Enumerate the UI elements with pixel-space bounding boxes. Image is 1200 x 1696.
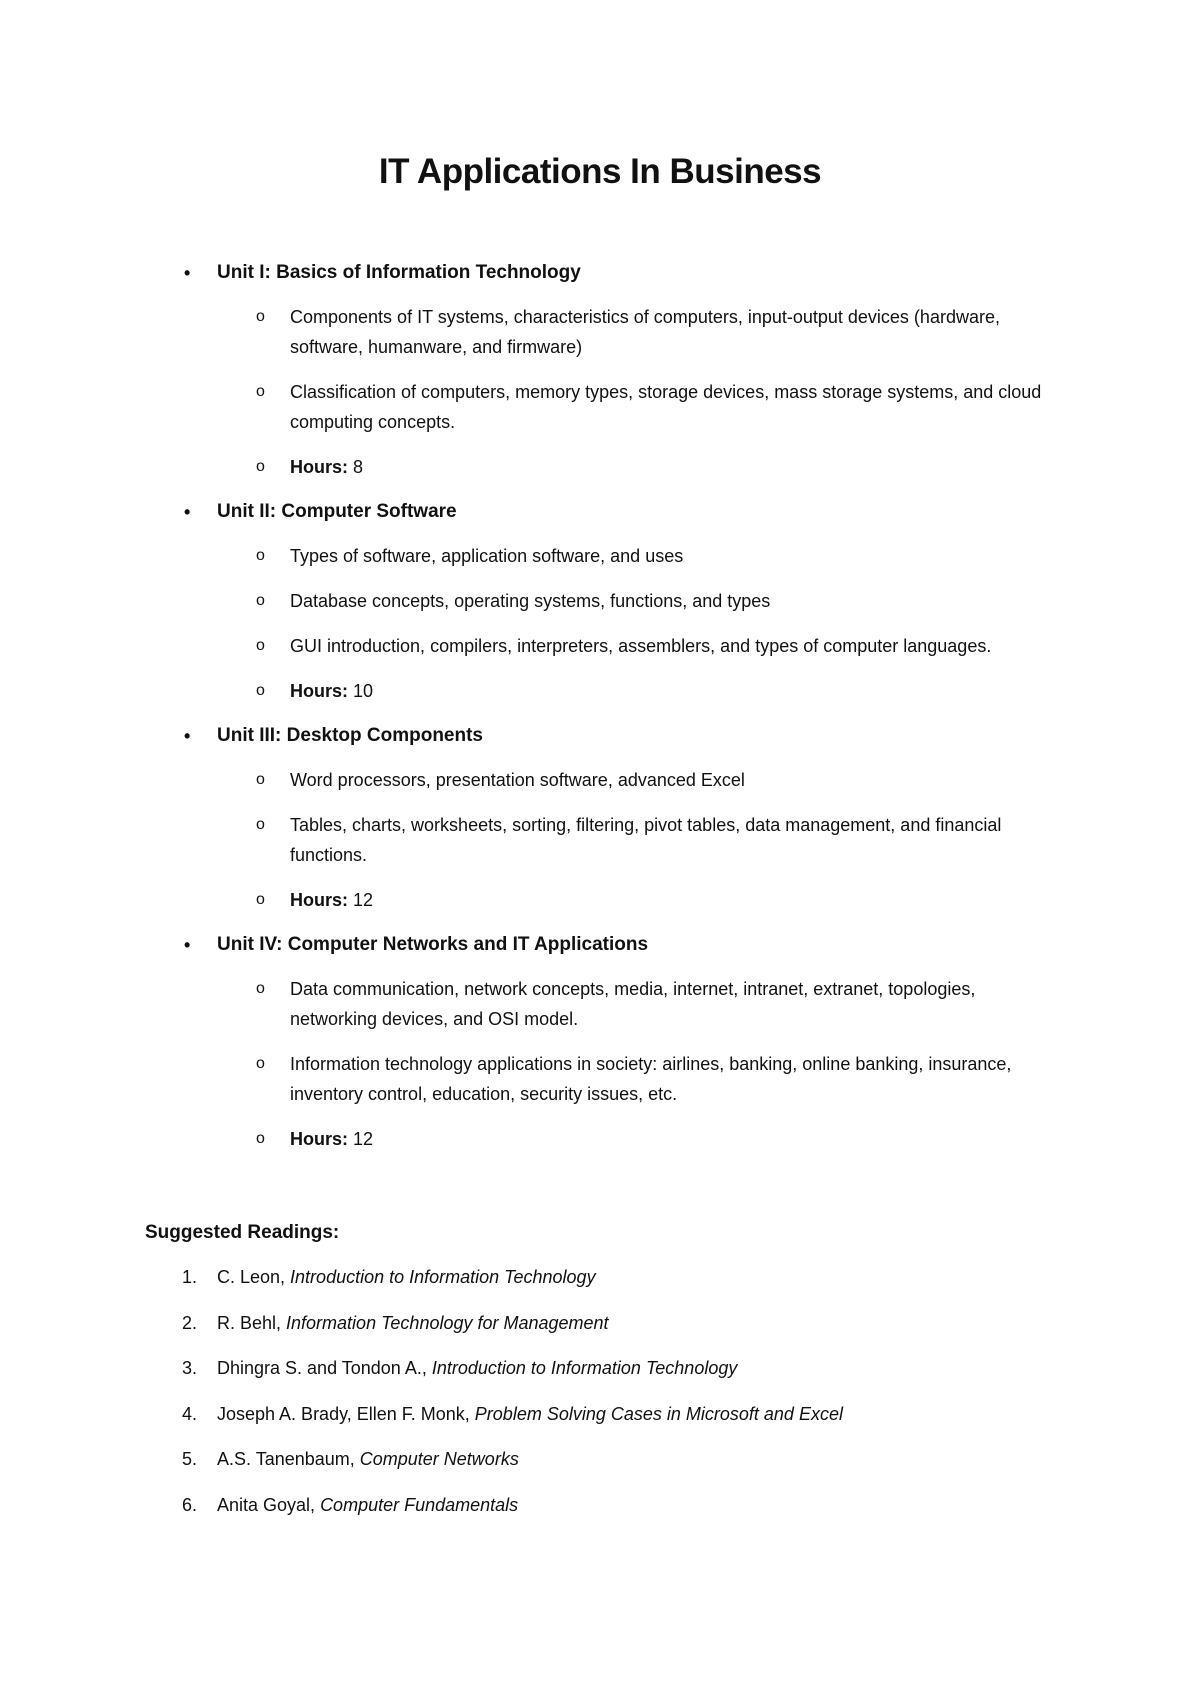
- sub-bullet-icon: o: [256, 383, 265, 400]
- readings-heading: Suggested Readings:: [145, 1222, 340, 1243]
- reading-item: [0, 1490, 1200, 1520]
- reading-number: 5.: [182, 1449, 198, 1469]
- unit-section: [0, 930, 1200, 1154]
- unit-topic-text: Information technology applications in society: airlines, banking, online banking, insurance, inventory control, education, security issues, etc.: [290, 1054, 1012, 1104]
- unit-topic: [0, 586, 1200, 616]
- unit-hours: [0, 676, 1200, 706]
- unit-heading: [0, 930, 1200, 960]
- sub-bullet-icon: o: [256, 308, 265, 325]
- unit-topic: [0, 302, 1200, 362]
- reading-author: Anita Goyal,: [217, 1494, 321, 1515]
- unit-topic: [0, 377, 1200, 437]
- reading-author: C. Leon,: [217, 1267, 291, 1287]
- unit-topic: [0, 1049, 1200, 1109]
- sub-bullet-icon: o: [256, 682, 265, 699]
- unit-topic-text: Components of IT systems, characteristics of computers, input-output devices (hardware, software, humanware, and firmware): [290, 307, 1000, 357]
- unit-section: [0, 258, 1200, 482]
- bullet-icon: •: [184, 502, 191, 522]
- reading-work-title: Computer Fundamentals: [320, 1494, 519, 1515]
- unit-heading: [0, 721, 1200, 751]
- sub-bullet-icon: o: [256, 458, 265, 475]
- reading-number: 2.: [182, 1312, 198, 1333]
- hours-value: 12: [353, 1129, 374, 1149]
- sub-bullet-icon: o: [256, 592, 265, 609]
- reading-number: 3.: [182, 1358, 198, 1378]
- unit-topic-text: Classification of computers, memory types, storage devices, mass storage systems, and cloud computing concepts.: [290, 382, 1042, 432]
- unit-section: [0, 497, 1200, 706]
- reading-item: [0, 1262, 1200, 1292]
- unit-topic: [0, 541, 1200, 571]
- hours-label: Hours:: [290, 890, 353, 910]
- unit-heading-text: Unit II: Computer Software: [217, 501, 457, 522]
- bullet-icon: •: [184, 263, 191, 283]
- hours-value: 10: [353, 681, 374, 701]
- reading-work-title: Introduction to Information Technology: [290, 1267, 596, 1287]
- reading-item: [0, 1308, 1200, 1338]
- sub-bullet-icon: o: [256, 1055, 265, 1072]
- hours-label: Hours:: [290, 681, 353, 701]
- readings-list: [0, 1262, 1200, 1535]
- bullet-icon: •: [184, 726, 191, 746]
- hours-label: Hours:: [290, 457, 353, 477]
- reading-work-title: Problem Solving Cases in Microsoft and Excel: [474, 1403, 843, 1424]
- unit-topic-text: Data communication, network concepts, media, internet, intranet, extranet, topologies, networking devices, and OSI model.: [290, 979, 976, 1029]
- unit-topic: [0, 810, 1200, 870]
- reading-author: A.S. Tanenbaum,: [217, 1449, 360, 1469]
- reading-author: Dhingra S. and Tondon A.,: [217, 1358, 432, 1378]
- unit-topic: [0, 631, 1200, 661]
- sub-bullet-icon: o: [256, 816, 265, 833]
- unit-hours: [0, 885, 1200, 915]
- unit-topic-text: Word processors, presentation software, advanced Excel: [290, 770, 745, 790]
- sub-bullet-icon: o: [256, 637, 265, 654]
- unit-topic: [0, 974, 1200, 1034]
- unit-topic-text: GUI introduction, compilers, interpreters, assemblers, and types of computer languages.: [290, 636, 992, 656]
- reading-author: Joseph A. Brady, Ellen F. Monk,: [217, 1403, 475, 1424]
- reading-work-title: Computer Networks: [359, 1449, 519, 1469]
- reading-work-title: Information Technology for Management: [286, 1312, 609, 1333]
- sub-bullet-icon: o: [256, 1130, 265, 1147]
- reading-author: R. Behl,: [217, 1312, 287, 1333]
- unit-topic-text: Tables, charts, worksheets, sorting, filtering, pivot tables, data management, and financial functions.: [290, 815, 1002, 865]
- units-list: [0, 258, 1200, 1169]
- reading-number: 1.: [182, 1267, 198, 1287]
- sub-bullet-icon: o: [256, 771, 265, 788]
- sub-bullet-icon: o: [256, 891, 265, 908]
- unit-heading-text: Unit III: Desktop Components: [217, 725, 483, 746]
- unit-heading-text: Unit I: Basics of Information Technology: [217, 262, 581, 283]
- sub-bullet-icon: o: [256, 547, 265, 564]
- unit-topic-text: Database concepts, operating systems, functions, and types: [290, 591, 771, 611]
- reading-number: 4.: [182, 1403, 198, 1424]
- reading-work-title: Introduction to Information Technology: [431, 1358, 738, 1378]
- bullet-icon: •: [184, 935, 191, 955]
- hours-value: 12: [353, 890, 374, 910]
- unit-hours: [0, 1124, 1200, 1154]
- document-title: IT Applications In Business: [378, 152, 822, 191]
- unit-topic-text: Types of software, application software, and uses: [290, 546, 684, 566]
- reading-number: 6.: [182, 1494, 198, 1515]
- reading-item: [0, 1399, 1200, 1429]
- sub-bullet-icon: o: [256, 980, 265, 997]
- reading-item: [0, 1444, 1200, 1474]
- unit-heading: [0, 497, 1200, 527]
- unit-section: [0, 721, 1200, 915]
- unit-heading: [0, 258, 1200, 288]
- hours-label: Hours:: [290, 1129, 353, 1149]
- reading-item: [0, 1353, 1200, 1383]
- unit-hours: [0, 452, 1200, 482]
- unit-heading-text: Unit IV: Computer Networks and IT Applications: [217, 934, 649, 955]
- hours-value: 8: [353, 457, 364, 477]
- unit-topic: [0, 765, 1200, 795]
